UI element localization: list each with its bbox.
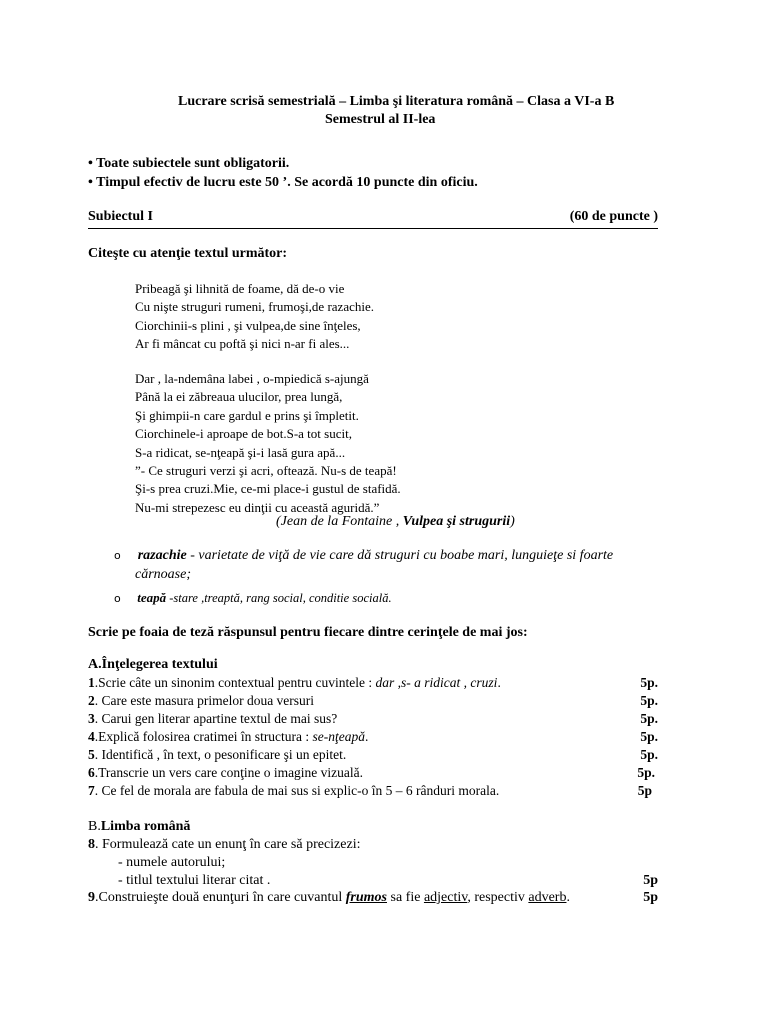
question-7: 7. Ce fel de morala are fabula de mai sus si explic-o în 5 – 6 rânduri morala. 5p xyxy=(88,783,652,798)
glossary-definition: - varietate de viţă de vie care dă struguri cu boabe mari, lunguieţe si foarte xyxy=(186,548,614,563)
poem-verse: ”- Ce struguri verzi şi acri, oftează. Nu-s de teapă! xyxy=(135,462,397,478)
poem-verse: Până la ei zăbreaua ulucilor, prea lungă, xyxy=(135,389,343,405)
question-points: 5p xyxy=(643,873,658,888)
question-points: 5p xyxy=(643,890,658,905)
question-points: 5p. xyxy=(640,711,658,726)
rule-2: • Timpul efectiv de lucru este 50 ’. Se acordă 10 puncte din oficiu. xyxy=(88,175,478,190)
question-2: 2. Care este masura primelor doua versuri 5p. xyxy=(88,693,658,708)
glossary-item-teapa: o teapă -stare ,treaptă, rang social, conditie socială. xyxy=(114,590,392,605)
document-title: Lucrare scrisă semestrială – Limba şi literatura română – Clasa a VI-a B xyxy=(178,94,615,109)
poem-verse: Pribeagă şi lihnită de foame, dă de-o vie xyxy=(135,281,345,296)
question-8-sub-1: - numele autorului; xyxy=(118,855,226,870)
question-9: 9.Construieşte două enunţuri în care cuvantul frumos sa fie adjectiv, respectiv adverb. 5p xyxy=(88,890,658,905)
poem-verse: Cu nişte struguri rumeni, frumoşi,de razachie. xyxy=(135,299,374,315)
glossary-definition-cont: cărnoase; xyxy=(135,567,191,582)
section-b-heading: B.Limba română xyxy=(88,819,191,834)
word-adjectiv: adjectiv xyxy=(423,890,468,905)
question-points: 5p. xyxy=(637,765,655,780)
poem-verse: Şi-s prea cruzi.Mie, ce-mi place-i gustul de stafidă. xyxy=(135,481,401,497)
question-1: 1.Scrie câte un sinonim contextual pentru cuvintele : dar ,s- a ridicat , cruzi. 5p. xyxy=(88,675,658,690)
write-instruction: Scrie pe foaia de teză răspunsul pentru fiecare dintre cerinţele de mai jos: xyxy=(88,625,528,640)
semester-label: Semestrul al II-lea xyxy=(325,112,436,127)
subject-1-header xyxy=(88,209,658,229)
poem-verse: Şi ghimpii-n care gardul e prins şi împletit. xyxy=(135,407,359,423)
poem-verse: Dar , la-ndemâna labei , o-mpiedică s-ajungă xyxy=(135,371,369,386)
question-3: 3. Carui gen literar apartine textul de mai sus? 5p. xyxy=(88,711,658,726)
question-5: 5. Identifică , în text, o pesonificare şi un epitet. 5p. xyxy=(88,747,658,762)
poem-verse: Ciorchinii-s plini , şi vulpea,de sine înţeles, xyxy=(135,317,361,333)
question-8-sub-2: - titlul textului literar citat . 5p xyxy=(118,873,658,888)
glossary-item-razachie: o razachie - varietate de viţă de vie care dă struguri cu boabe mari, lunguieţe si foarte xyxy=(114,548,614,563)
poem-stanza-1 xyxy=(135,280,374,354)
glossary-term: teapă xyxy=(137,590,167,605)
poem-verse: Nu-mi strepezesc eu dinţii cu această aguridă.” xyxy=(135,499,380,515)
question-points: 5p. xyxy=(640,747,658,762)
rule-1: • Toate subiectele sunt obligatorii. xyxy=(88,156,290,171)
poem-title: Vulpea şi strugurii xyxy=(402,514,511,529)
subject-1-label: Subiectul I xyxy=(88,209,153,224)
subject-1-points: (60 de puncte ) xyxy=(569,209,658,224)
question-6: 6.Transcrie un vers care conţine o imagine vizuală. 5p. xyxy=(88,765,655,780)
poem-verse: Ciorchinele-i aproape de bot.S-a tot sucit, xyxy=(135,426,352,442)
read-instruction: Citeşte cu atenţie textul următor: xyxy=(88,246,288,261)
poem-verse: S-a ridicat, se-nţeapă şi-i lasă gura apă... xyxy=(135,444,346,460)
question-points: 5p. xyxy=(640,729,658,744)
question-points: 5p. xyxy=(640,675,658,690)
word-adverb: adverb xyxy=(528,890,567,905)
section-a-heading: A.Înţelegerea textului xyxy=(88,657,218,672)
question-8: 8. Formulează cate un enunţ în care să precizezi: xyxy=(88,837,361,852)
question-4: 4.Explică folosirea cratimei în structura : se-nţeapă. 5p. xyxy=(88,729,658,744)
glossary-term: razachie xyxy=(137,548,187,563)
poem-stanza-2 xyxy=(135,370,401,517)
poem-attribution: (Jean de la Fontaine , Vulpea şi strugurii) xyxy=(276,514,515,529)
question-points: 5p xyxy=(637,783,652,798)
glossary-definition: -stare ,treaptă, rang social, conditie socială. xyxy=(166,591,392,605)
question-points: 5p. xyxy=(640,693,658,708)
word-frumos: frumos xyxy=(345,890,387,905)
poem-verse: Ar fi mâncat cu poftă şi nici n-ar fi ales... xyxy=(135,336,350,352)
